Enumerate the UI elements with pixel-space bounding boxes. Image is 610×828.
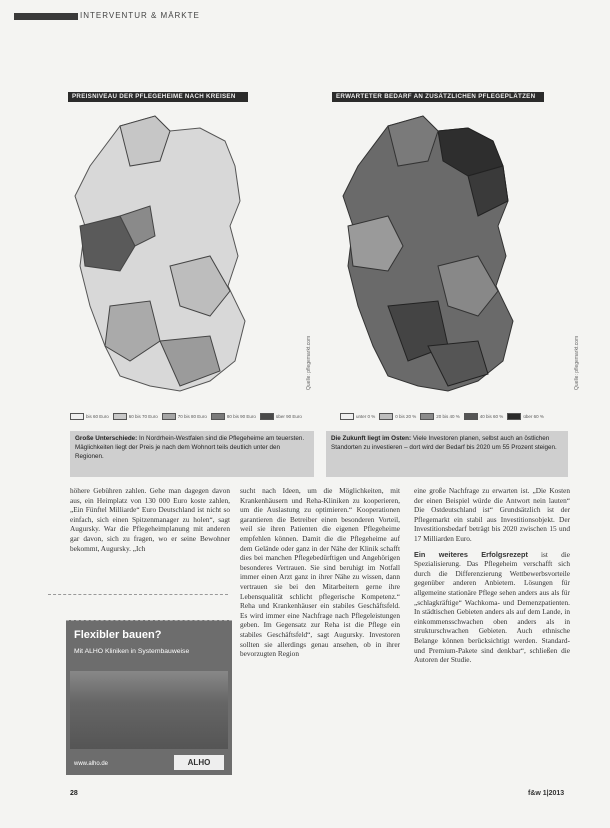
right-map-title: ERWARTETER BEDARF AN ZUSÄTZLICHEN PFLEGEPLÄTZEN	[332, 92, 544, 102]
ad-logo: ALHO	[174, 755, 224, 770]
left-map-title: PREISNIVEAU DER PFLEGEHEIME NACH KREISEN	[68, 92, 248, 102]
subhead: Ein weiteres Erfolgsrezept	[414, 549, 528, 559]
ad-building-image	[70, 671, 228, 749]
ad-divider	[48, 594, 228, 595]
magazine-brand: f&w 1|2013	[528, 790, 565, 797]
text-column-2: sucht nach Ideen, um die Möglichkeiten, mit Krankenhäusern und Reha-Kliniken zu kooperieren, um die Auslastung zu optimieren.“ Kooperationen garantieren die Betreiber einen besonderen Vorteil, weil sie ihren Patienten die eigenen Pflegeheime empfehlen können. Damit die die Pflegeheime auf dem Gelände oder ganz in der Nähe der Klinik schafft dies bei manchen Pflegebedürftigen und Angehörigen besonderes Vertrauen. Sie sind beruhigt im Notfall immer einen Arzt ganz in ihrer Nähe zu wissen, dann vertrauen sie bei den Mitarbeitern gerne ihre Lebensqualität schlicht pflegerische Kompetenz.“ Reha und Krankenhäuser ein stabiles Geschäftsfeld. Es wird immer eine Nachfrage nach Pflegeleistungen geben. Im Gegensatz zur Reha ist die Pflege ein stabiles Geschäftsfeld“, sagt Augursky. Investoren sollten sie allerdings genau ansehen, ob in ihrer bevorzugten Region	[240, 486, 400, 659]
ad-title: Flexibler bauen?	[74, 629, 162, 641]
source-right: Quelle: pflegemarkt.com	[574, 335, 580, 390]
ad-text: Mit ALHO Kliniken in Systembauweise	[74, 648, 190, 655]
source-left: Quelle: pflegemarkt.com	[306, 335, 312, 390]
caption-left: Große Unterschiede: In Nordrhein-Westfalen sind die Pflegeheime am teuersten. Mäglichkeiten liegt der Preis je nach dem Wohnort teils deutlich unter den Regionen.	[70, 431, 314, 477]
caption-right: Die Zukunft liegt im Osten: Viele Investoren planen, selbst auch an östlichen Standorten zu investieren – dort wird der Bedarf bis 2020 um 55 Prozent steigen.	[326, 431, 568, 477]
advertisement[interactable]	[66, 620, 232, 775]
ad-url[interactable]: www.alho.de	[74, 761, 109, 767]
header-bar	[14, 13, 78, 20]
right-map	[328, 106, 568, 406]
page-number: 28	[70, 790, 78, 797]
left-map	[60, 106, 300, 406]
right-map-legend: unter 0 % 0 bis 20 % 20 bis 40 % 40 bis 60 % über 60 %	[340, 410, 570, 422]
text-column-1: höhere Gebühren zahlen. Gehe man dagegen davon aus, ein Heimplatz von 130 000 Euro koste zahlen, „Ein Fünftel Milliarde“ Euro Deutschland ist nicht so einfach, sich einen Spitzenmanager zu holen“, sagt Augursky. War die Pflegeheimplanung mit anderen gar davon, sich zu fragen, wo er seine Bewohner bekommt, Augursky. „Ich	[70, 486, 230, 553]
text-column-3: eine große Nachfrage zu erwarten ist. „Die Kosten der einen Beispiel würde die Antwort nein lauten“ Die Ostdeutschland ist“ Grundsätzlich ist der Pflegemarkt ein stabil aus Investitionsobjekt. Der Investitionsbedarf beträgt bis 2020 zwischen 15 und 17 Milliarden Euro. Ein weiteres Erfolgsrezept ist die Spezialisierung. Das Pflegeheim verschafft sich durch die Differenzierung Wettbewerbsvorteile gegenüber anderen Anbietern. Lösungen für allgemeine stationäre Pflege sehen anders aus als für „schlagkräftige“ Wachkoma- und Demenzpatienten. In städtischen Gebieten anders als auf dem Lande, in einkommensschwachen oben anders als in strukturschwachen Gebieten. Auch ethnische Belange können berücksichtigt werden. Standard- und Premium-Pakete sind denkbar“, schließen die Autoren der Studie.	[414, 486, 570, 665]
section-title: INTERVENTUR & MÄRKTE	[80, 11, 200, 20]
left-map-legend: bis 60 Euro 60 bis 70 Euro 70 bis 80 Euro 80 bis 90 Euro über 90 Euro	[70, 410, 290, 422]
